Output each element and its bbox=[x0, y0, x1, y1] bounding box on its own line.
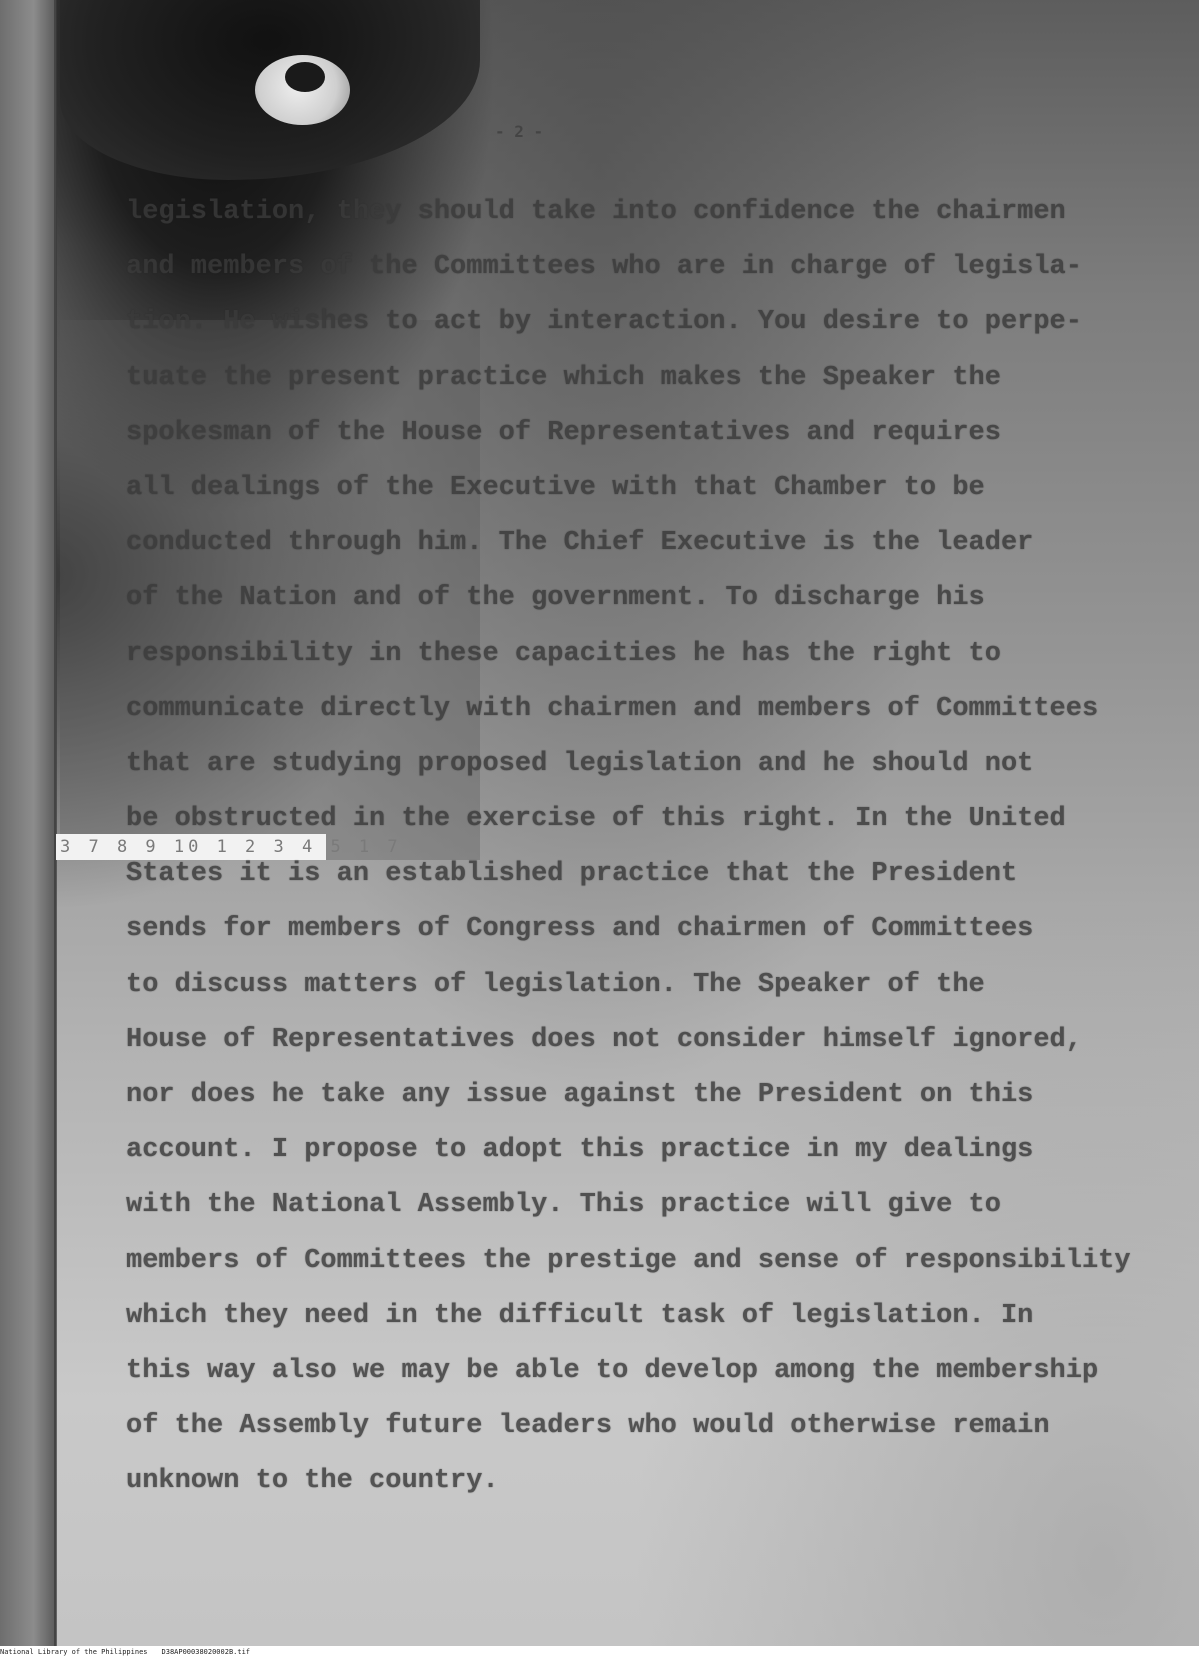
scan-ruler-strip: 3 7 8 9 10 1 2 3 4 5 1 7 bbox=[56, 834, 326, 860]
text-line: be obstructed in the exercise of this right. In the United bbox=[126, 804, 1066, 835]
text-line: which they need in the difficult task of legislation. In bbox=[126, 1300, 1034, 1331]
text-line: to discuss matters of legislation. The Speaker of the bbox=[126, 969, 985, 1000]
text-line: nor does he take any issue against the President on this bbox=[126, 1080, 1034, 1110]
typewritten-body bbox=[126, 185, 1136, 1510]
text-line: tuate the present practice which makes the Speaker the bbox=[126, 362, 1001, 393]
text-line: House of Representatives does not consider himself ignored, bbox=[126, 1024, 1082, 1055]
text-line: tion. He wishes to act by interaction. You desire to perpe- bbox=[126, 307, 1082, 338]
margin-line bbox=[54, 0, 57, 1646]
punch-hole-center bbox=[285, 62, 325, 92]
scan-filename: D38AP00038020002B.tif bbox=[161, 1648, 251, 1656]
text-line: of the Assembly future leaders who would otherwise remain bbox=[126, 1411, 1050, 1442]
text-line: communicate directly with chairmen and members of Committees bbox=[126, 693, 1099, 724]
binding-edge bbox=[0, 0, 56, 1646]
page-number: - 2 - bbox=[495, 122, 544, 141]
text-line: States it is an established practice that the President bbox=[126, 859, 1018, 890]
library-name: National Library of the Philippines bbox=[0, 1648, 148, 1656]
text-line: responsibility in these capacities he has the right to bbox=[126, 638, 1001, 669]
text-line: unknown to the country. bbox=[126, 1466, 499, 1497]
text-line: and members of the Committees who are in charge of legisla- bbox=[126, 252, 1082, 283]
text-line: legislation, they should take into confidence the chairmen bbox=[126, 197, 1066, 227]
text-line: of the Nation and of the government. To discharge his bbox=[126, 583, 985, 614]
text-line: spokesman of the House of Representatives and requires bbox=[126, 417, 1001, 448]
scan-footer bbox=[0, 1646, 1199, 1658]
text-line: account. I propose to adopt this practice in my dealings bbox=[126, 1135, 1034, 1166]
text-line: this way also we may be able to develop among the membership bbox=[126, 1355, 1099, 1386]
text-line: conducted through him. The Chief Executive is the leader bbox=[126, 528, 1034, 559]
text-line: that are studying proposed legislation and he should not bbox=[126, 748, 1034, 779]
text-line: sends for members of Congress and chairmen of Committees bbox=[126, 914, 1034, 945]
text-line: with the National Assembly. This practice will give to bbox=[126, 1190, 1001, 1221]
text-line: all dealings of the Executive with that Chamber to be bbox=[126, 472, 985, 503]
text-line: members of Committees the prestige and sense of responsibility bbox=[126, 1245, 1131, 1276]
